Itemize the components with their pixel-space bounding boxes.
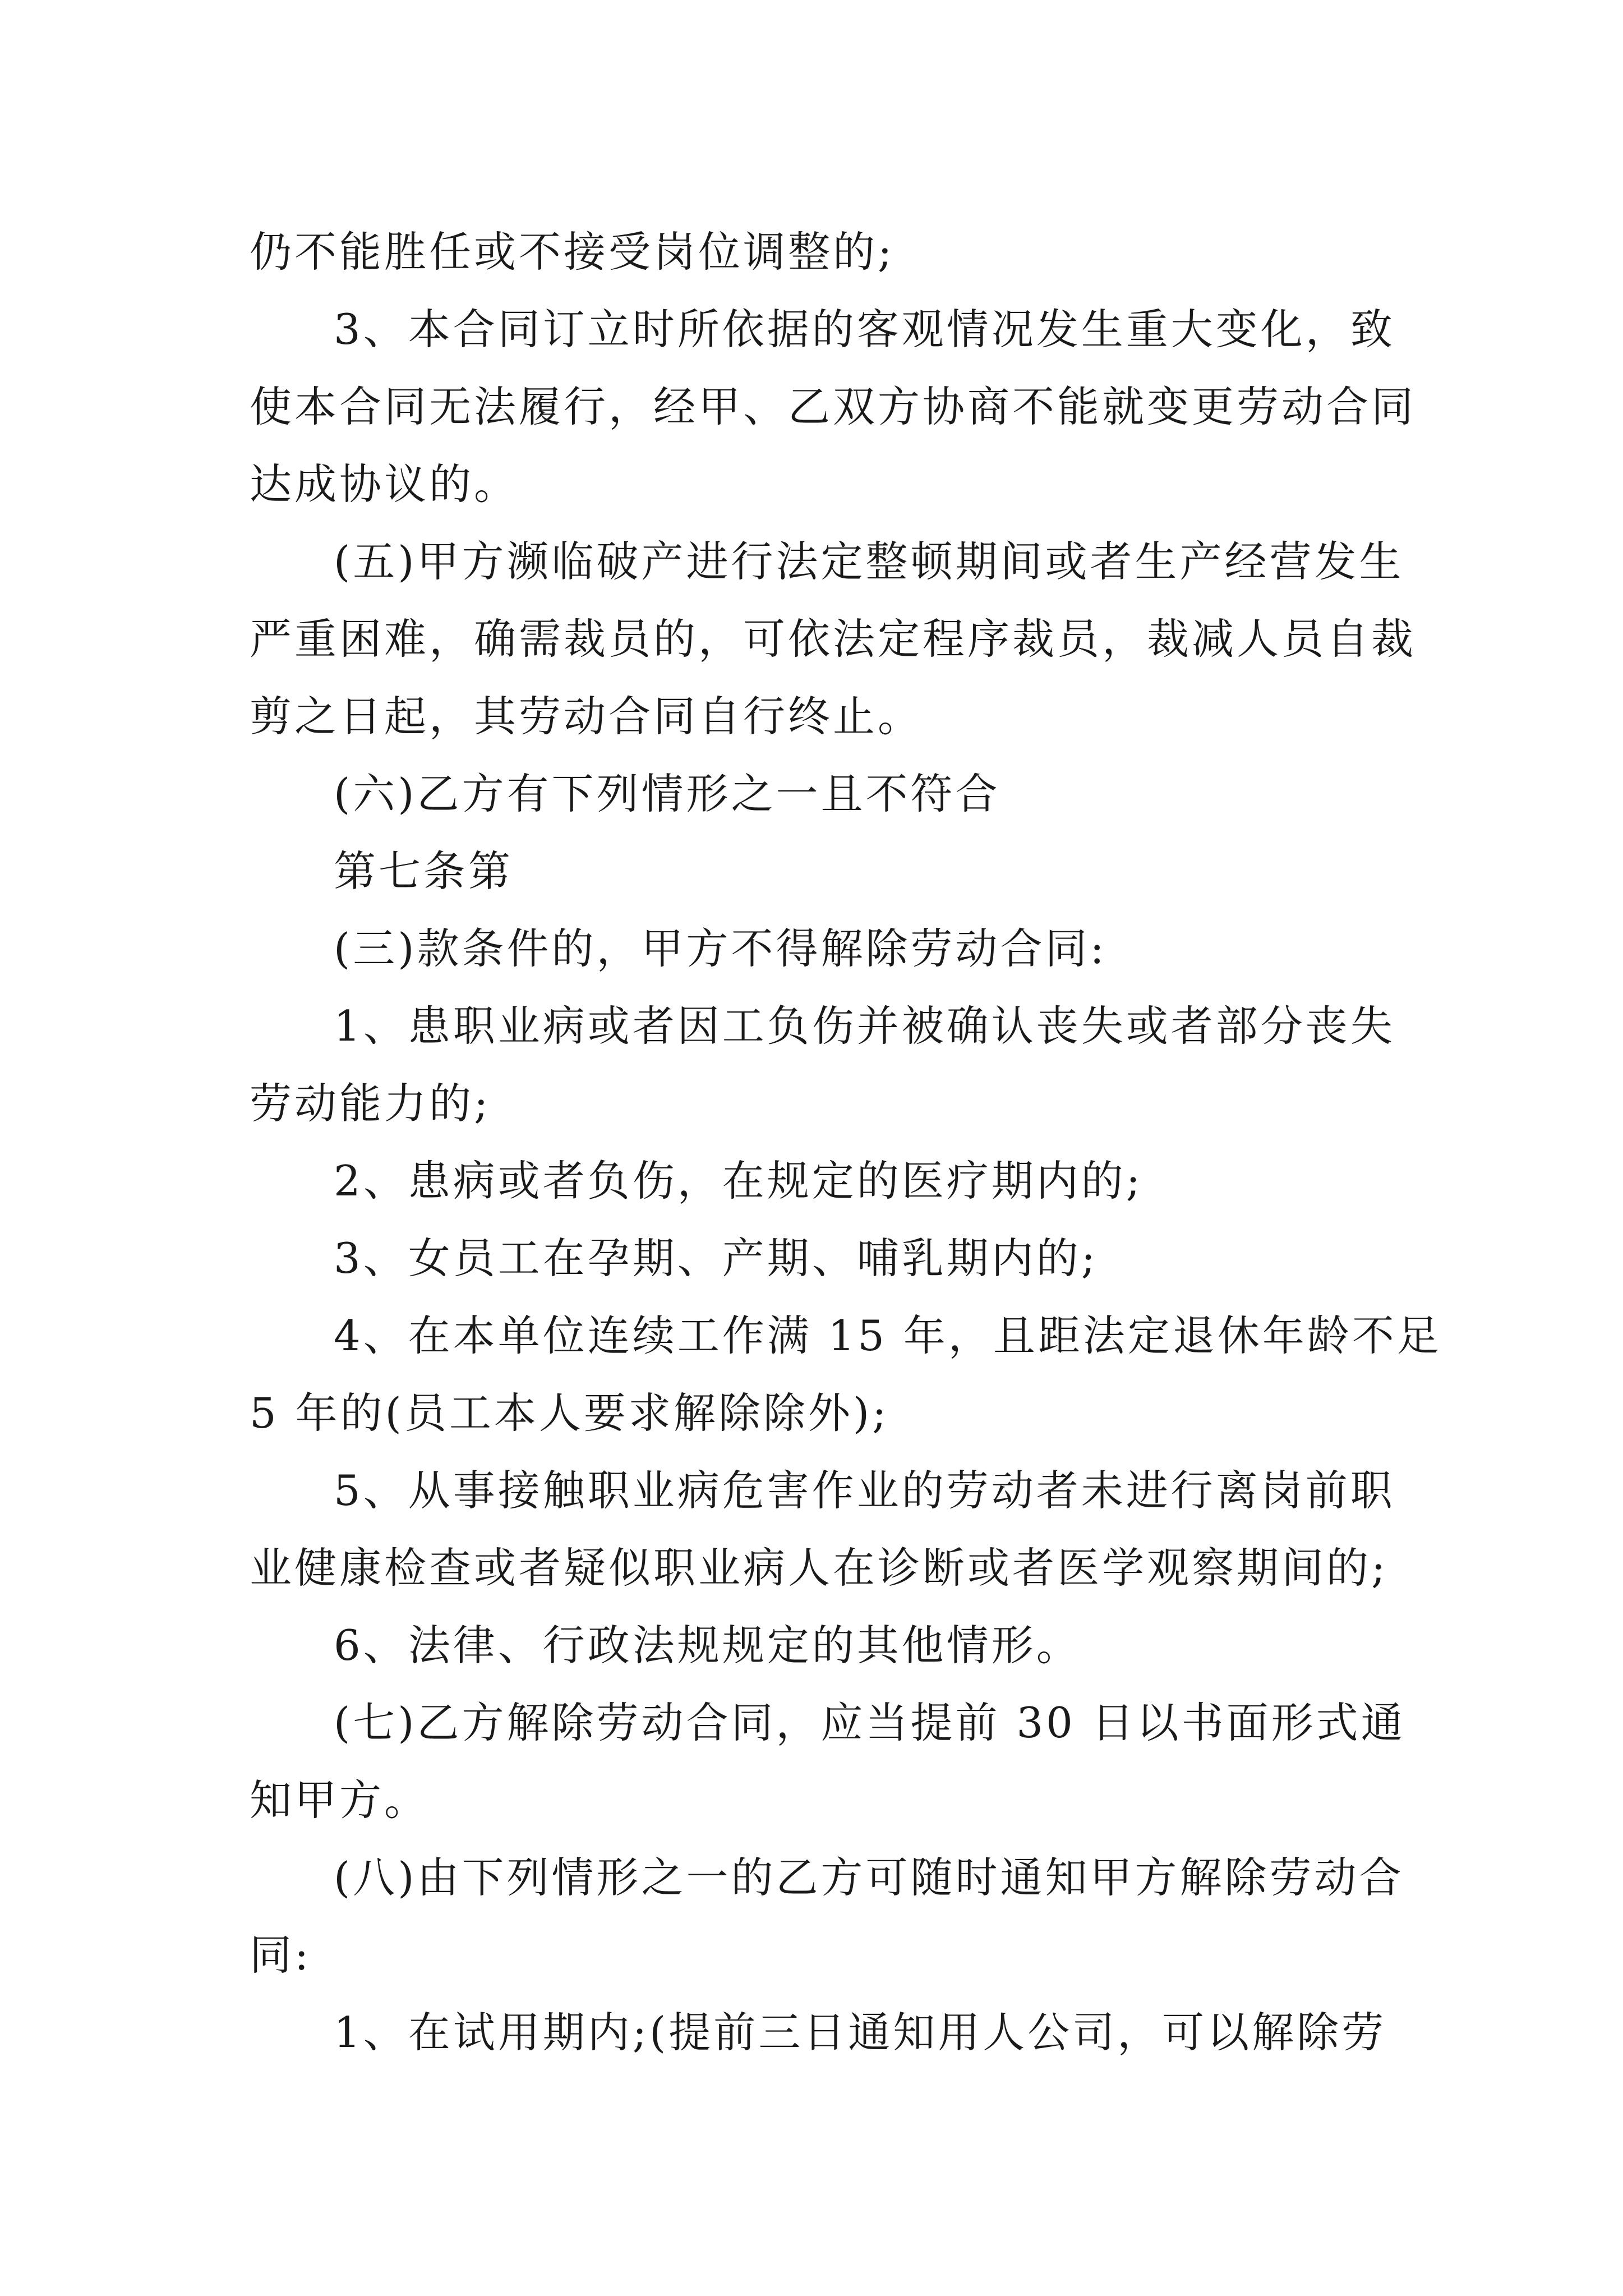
text-line: 知甲方。 [250,1775,430,1825]
text-line: (六)乙方有下列情形之一且不符合 [334,769,1000,818]
text-line: 4、在本单位连续工作满 15 年，且距法定退休年龄不足 [334,1311,1442,1360]
document-body [250,213,1442,2071]
text-line: 6、法律、行政法规规定的其他情形。 [334,1621,1081,1670]
text-line: 业健康检查或者疑似职业病人在诊断或者医学观察期间的; [250,1543,1389,1593]
text-line: 剪之日起，其劳动合同自行终止。 [250,692,923,741]
text-line: 劳动能力的; [250,1079,491,1128]
text-line: 达成协议的。 [250,459,519,509]
text-line: (八)由下列情形之一的乙方可随时通知甲方解除劳动合 [334,1853,1404,1902]
text-line: 1、在试用期内;(提前三日通知用人公司，可以解除劳 [334,2008,1387,2057]
text-line: 使本合同无法履行，经甲、乙双方协商不能就变更劳动合同 [250,382,1417,431]
text-line: 2、患病或者负伤，在规定的医疗期内的; [334,1156,1143,1205]
text-line: 5、从事接触职业病危害作业的劳动者未进行离岗前职 [334,1466,1395,1515]
text-line: (三)款条件的，甲方不得解除劳动合同: [334,924,1107,973]
text-line: 同: [250,1930,312,1980]
text-line: 仍不能胜任或不接受岗位调整的; [250,227,895,277]
text-line: (五)甲方濒临破产进行法定整顿期间或者生产经营发生 [334,537,1404,586]
text-line: (七)乙方解除劳动合同，应当提前 30 日以书面形式通 [334,1698,1406,1747]
text-line: 5 年的(员工本人要求解除除外); [250,1388,889,1438]
text-line: 3、本合同订立时所依据的客观情况发生重大变化，致 [334,305,1395,354]
text-line: 严重困难，确需裁员的，可依法定程序裁员，裁减人员自裁 [250,614,1417,664]
text-line: 第七条第 [334,846,514,896]
text-line: 3、女员工在孕期、产期、哺乳期内的; [334,1234,1098,1283]
text-line: 1、患职业病或者因工负伤并被确认丧失或者部分丧失 [334,1001,1395,1051]
